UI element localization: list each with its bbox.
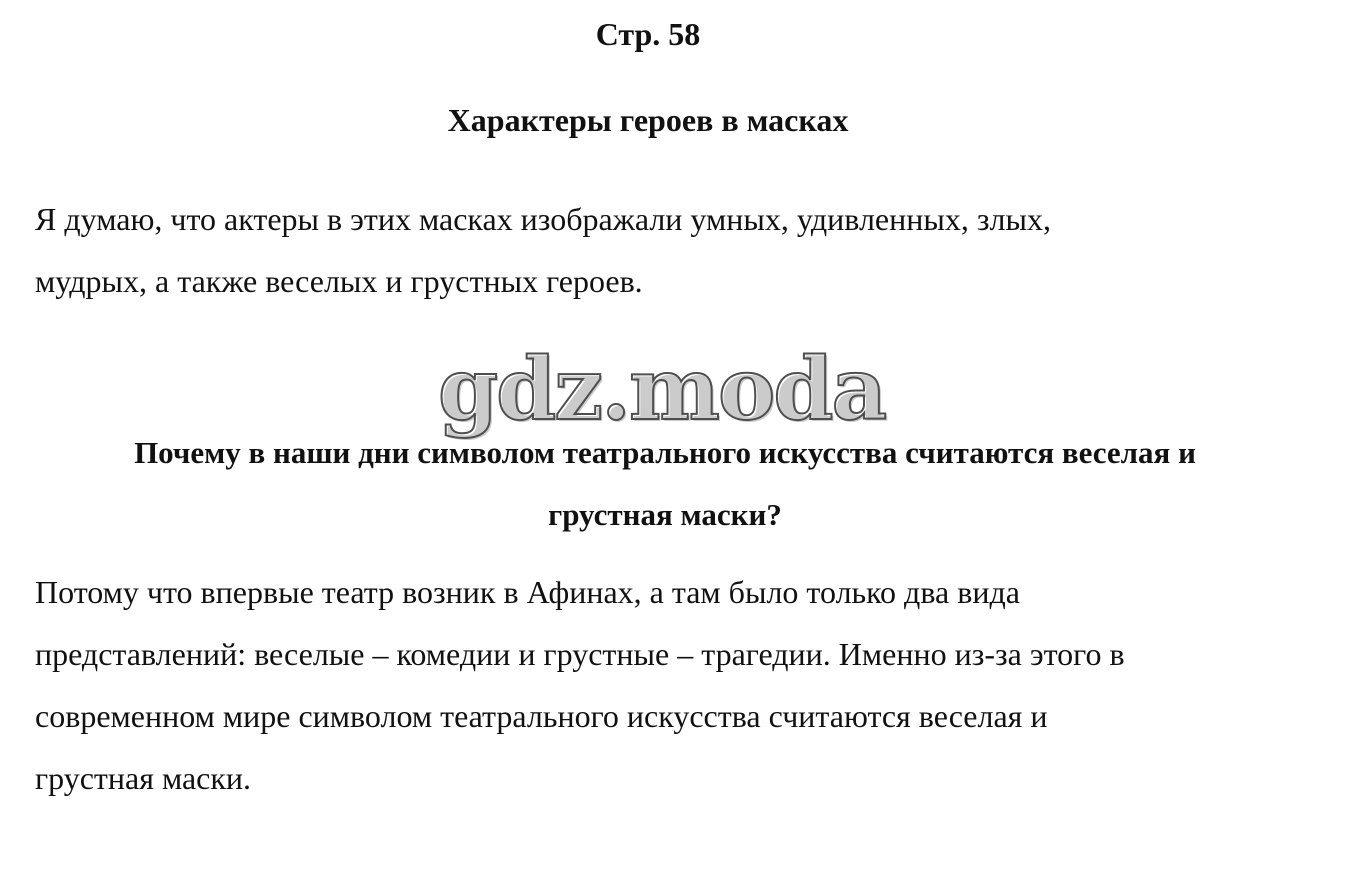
question-line-2: грустная маски? <box>548 497 782 532</box>
answer-2-line-2: представлений: веселые – комедии и грустные – трагедии. Именно из-за этого в <box>35 636 1125 672</box>
page-number: Стр. 58 <box>595 16 701 52</box>
answer-2-line-3: современном мире символом театрального искусства считаются веселая и <box>35 698 1048 734</box>
section-title: Характеры героев в масках <box>447 102 849 138</box>
question-heading <box>35 422 1295 546</box>
answer-1-line-1: Я думаю, что актеры в этих масках изображали умных, удивленных, злых, <box>35 201 1051 237</box>
answer-2-line-1: Потому что впервые театр возник в Афинах, а там было только два вида <box>35 574 1020 610</box>
question-line-1: Почему в наши дни символом театрального искусства считаются веселая и <box>134 435 1196 470</box>
answer-1-line-2: мудрых, а также веселых и грустных героев. <box>35 263 643 299</box>
answer-paragraph-1 <box>35 188 1275 312</box>
answer-paragraph-2 <box>35 561 1295 809</box>
watermark-logo: gdz.moda <box>438 339 886 440</box>
answer-2-line-4: грустная маски. <box>35 760 252 796</box>
